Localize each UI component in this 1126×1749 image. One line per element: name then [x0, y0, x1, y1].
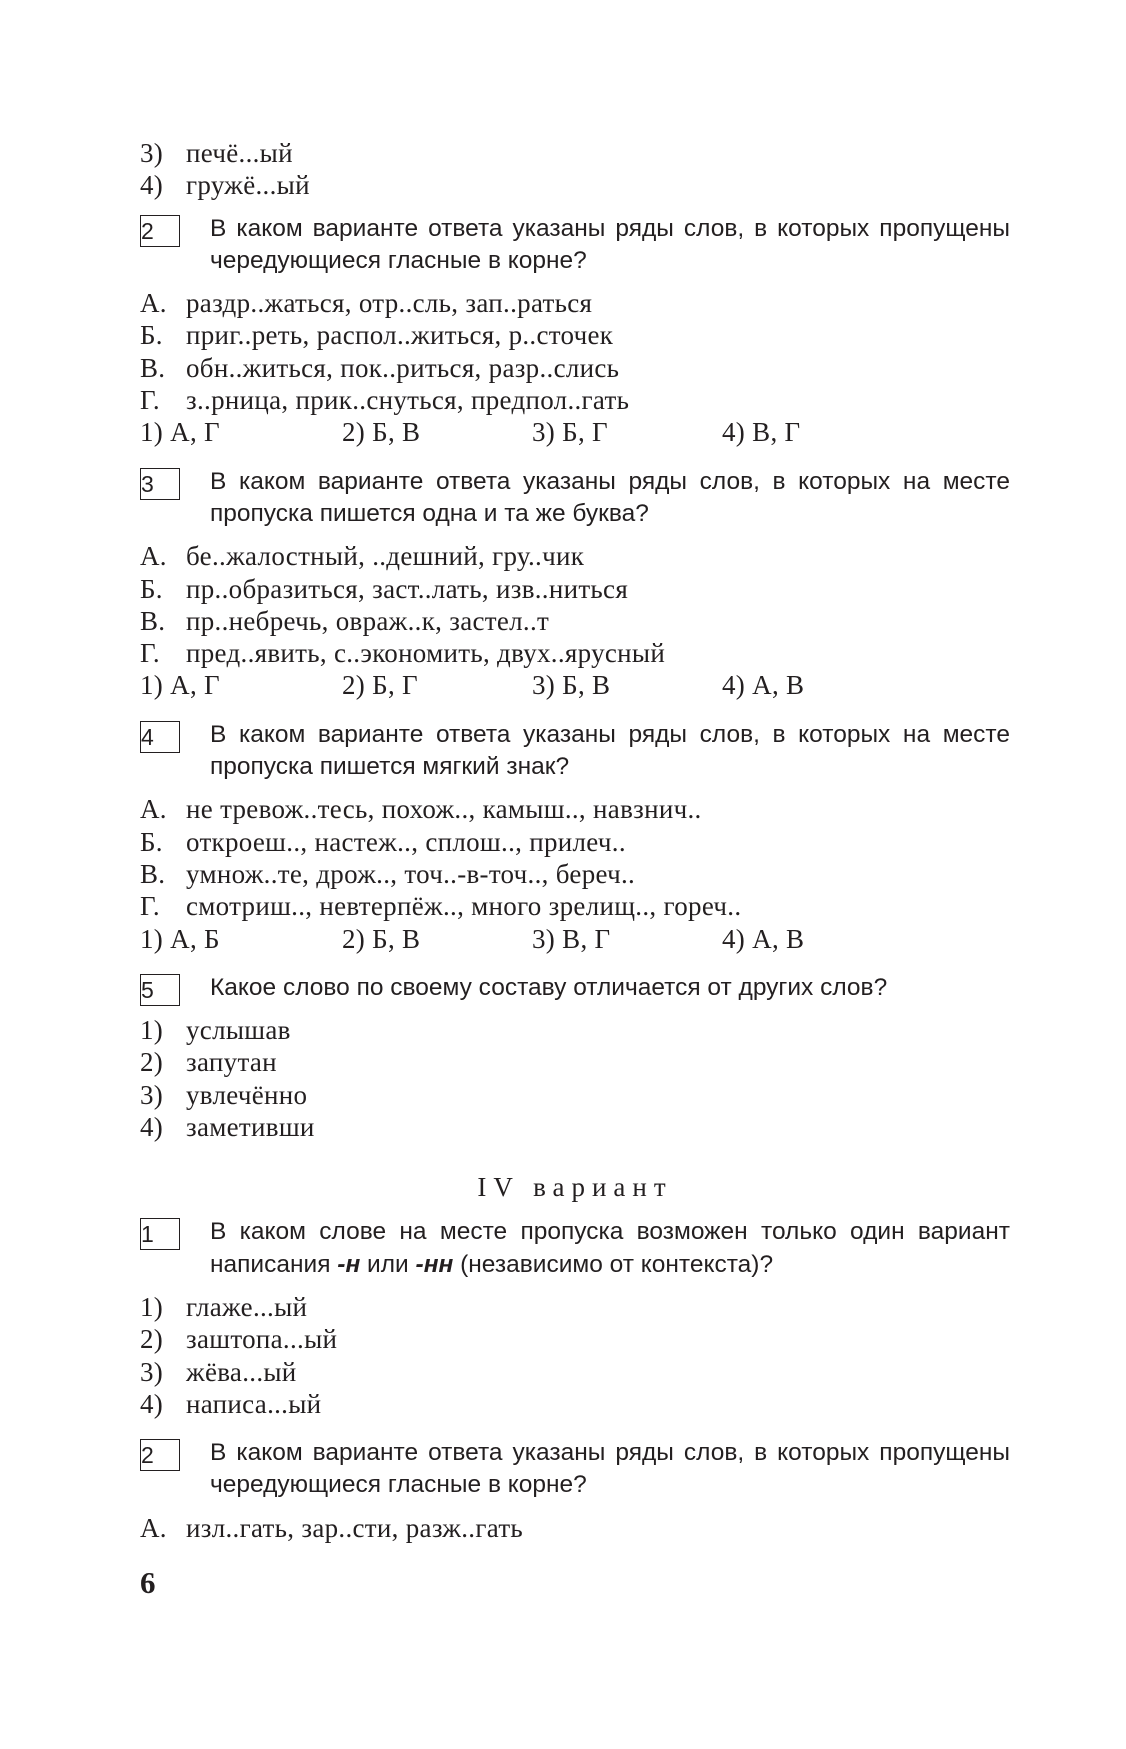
answer-choice: 2) Б, В: [342, 923, 421, 954]
option-item: А. не тревож..тесь, похож.., камыш.., навзнич..: [140, 794, 702, 825]
option-item: Г. пред..явить, с..экономить, двух..ярусный: [140, 638, 666, 669]
answer-choice: 2) Б, В: [342, 417, 421, 448]
answer-choice: 2) Б, Г: [342, 670, 418, 701]
list-item: 2) запутан: [140, 1047, 277, 1078]
question-number-box: 2: [140, 1439, 180, 1471]
question: 4 В каком варианте ответа указаны ряды слов, в которых на месте пропуска пишется мягкий знак?: [141, 720, 1010, 781]
answer-choices: [140, 669, 1010, 701]
question-number-box: 5: [140, 974, 180, 1006]
answer-choice: 4) В, Г: [722, 417, 801, 448]
option-item: Б. откроеш.., настеж.., сплош.., прилеч..: [140, 826, 626, 857]
question-v4-1: 1 В каком слове на месте пропуска возможен только один вариант написания -н или -нн (независимо от контекста)?: [141, 1218, 1010, 1278]
question-number-box: 2: [140, 215, 180, 247]
question-number-box: 3: [140, 468, 180, 500]
option-item: Г. смотриш.., невтерпёж.., много зрелищ.., гореч..: [140, 891, 742, 922]
option-item: Г. з..рница, прик..снуться, предпол..гать: [140, 385, 630, 416]
option-list: [140, 1512, 1010, 1544]
answer-choice: 3) Б, В: [532, 670, 611, 701]
answer-list: [140, 1291, 1010, 1420]
question: 2 В каком варианте ответа указаны ряды слов, в которых пропущены чередующиеся гласные в корне?: [141, 214, 1010, 274]
list-item: 4) заметивши: [140, 1112, 315, 1143]
option-item: Б. приг..реть, распол..житься, р..сточек: [140, 320, 614, 351]
variant-heading: IV вариант: [477, 1172, 673, 1203]
answer-choice: 4) А, В: [722, 670, 805, 701]
list-item: 1) глаже...ый: [140, 1291, 308, 1322]
option-item: А. бе..жалостный, ..дешний, гру..чик: [140, 541, 585, 572]
answer-choice: 1) А, Г: [140, 670, 220, 701]
answer-choices: [140, 416, 1010, 448]
question-v4-2: 2 В каком варианте ответа указаны ряды слов, в которых пропущены чередующиеся гласные в корне?: [141, 1439, 1010, 1499]
option-list: [140, 793, 1010, 954]
carryover-list: [140, 137, 1010, 202]
answer-choice: 1) А, Б: [140, 923, 220, 954]
answer-choice: 3) В, Г: [532, 923, 611, 954]
list-item: 2) заштопа...ый: [140, 1324, 338, 1355]
option-item: А. изл..гать, зар..сти, разж..гать: [140, 1512, 524, 1543]
answer-choice: 4) А, В: [722, 923, 805, 954]
list-item: 3) жёва...ый: [140, 1356, 297, 1387]
option-item: В. пр..небречь, овраж..к, застел..т: [140, 605, 550, 636]
question: 3 В каком варианте ответа указаны ряды слов, в которых на месте пропуска пишется одна и та же буква?: [141, 467, 1010, 527]
page-number: 6: [140, 1565, 156, 1600]
answer-choice: 3) Б, Г: [532, 417, 608, 448]
list-item: 4) написа...ый: [140, 1388, 322, 1419]
answer-choices: [140, 923, 1010, 955]
question-number-box: 1: [140, 1218, 180, 1250]
page-content: [140, 137, 1010, 1544]
option-item: В. обн..житься, пок..риться, разр..слись: [140, 352, 620, 383]
list-item: 3) увлечённо: [140, 1079, 308, 1110]
question: 5 Какое слово по своему составу отличается от других слов?: [140, 972, 1010, 1004]
question-number-box: 4: [140, 721, 180, 753]
option-list: [140, 287, 1010, 448]
option-item: Б. пр..образиться, заст..лать, изв..ниться: [140, 573, 629, 604]
option-list: [140, 540, 1010, 701]
list-item: 3) печё...ый: [140, 138, 293, 168]
option-list: [140, 1014, 1010, 1143]
option-item: А. раздр..жаться, отр..сль, зап..раться: [140, 288, 593, 319]
variant-3-questions: [140, 213, 1010, 1144]
option-item: В. умнож..те, дрож.., точ..-в-точ.., береч..: [140, 858, 636, 889]
list-item: 4) гружё...ый: [140, 170, 310, 201]
list-item: 1) услышав: [140, 1015, 291, 1046]
answer-choice: 1) А, Г: [140, 417, 220, 448]
